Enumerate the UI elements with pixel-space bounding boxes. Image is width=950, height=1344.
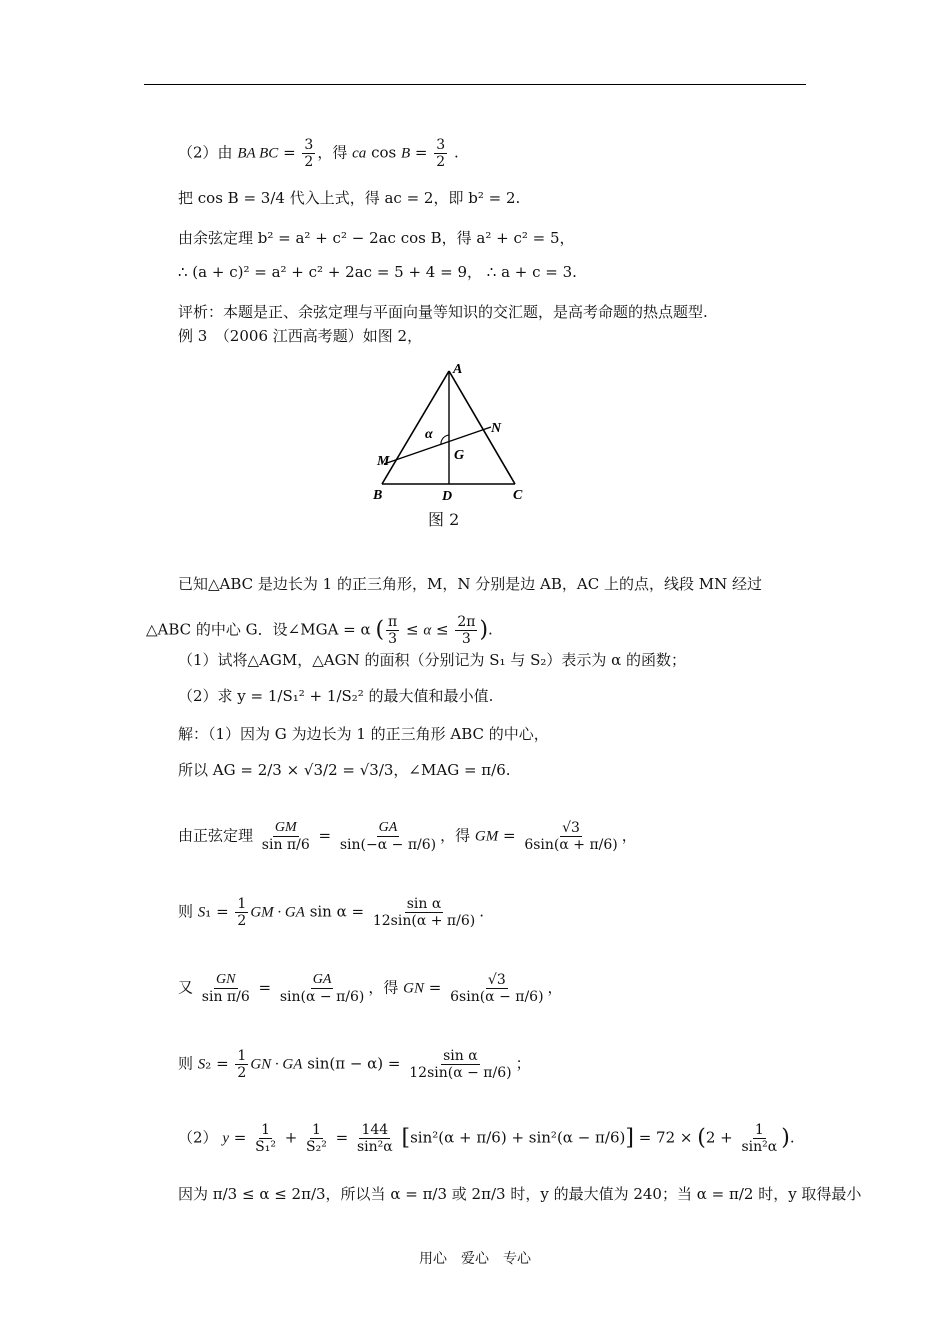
- label-alpha: α: [425, 427, 433, 442]
- label-M: M: [377, 454, 390, 469]
- header-rule: [144, 84, 806, 85]
- sine-law-label: 由正弦定理: [178, 826, 254, 845]
- example3-title: 例 3 （2006 江西高考题）如图 2，: [178, 327, 423, 345]
- final-line: 因为 π/3 ≤ α ≤ 2π/3，所以当 α = π/3 或 2π/3 时，y 的最大值为 240；当 α = π/2 时，y 取得最小: [178, 1185, 862, 1203]
- question-2: （2）求 y = 1/S₁² + 1/S₂² 的最大值和最小值.: [178, 687, 494, 705]
- comment-line: 评析：本题是正、余弦定理与平面向量等知识的交汇题，是高考命题的热点题型.: [178, 303, 708, 321]
- part2-formula: （2） y = $\frac{1}{\text{S₁²}}$ + $\frac{1}{\text{S₂²}}$ = $\frac{144}{\text{sin²α}}$ [sin²(α + π/6) + sin²(α − π/6)] = 72 × (2 + $\frac{1}{\text{sin²α}}$ ).: [178, 1122, 795, 1155]
- s1-line: 则 S₁ = $\frac{1}{2}$ GM · GA sin α = $\frac{\text{sin α}}{12\sin(\alpha + \pi/6)}$ .: [178, 896, 484, 929]
- s1-label: 则: [178, 902, 194, 921]
- s2-line: 则 S₂ = $\frac{1}{2}$ GN · GA sin(π − α) = $\frac{\text{sin α}}{12\sin(\alpha - \pi/6)}$ ；: [178, 1048, 531, 1081]
- label-G: G: [454, 448, 465, 463]
- substitute-line: 把 cos B = 3/4 代入上式，得 ac = 2，即 b² = 2.: [178, 189, 521, 207]
- therefore-line: ∴ (a + c)² = a² + c² + 2ac = 5 + 4 = 9， ∴ a + c = 3.: [178, 263, 577, 281]
- known-line-1: 已知△ABC 是边长为 1 的正三角形，M，N 分别是边 AB，AC 上的点，线段 MN 经过: [178, 575, 762, 593]
- part2-line: （2）由 BA BC = $\frac{3}{2}$ ，得 ca cos B = $\frac{3}{2}$ .: [178, 137, 459, 170]
- page-footer: 用心 爱心 专心: [419, 1251, 531, 1267]
- known-line-2: △ABC 的中心 G．设∠MGA = α ( $\frac{\pi}{3}$ ≤ α ≤ $\frac{2\pi}{3}$ ).: [146, 614, 493, 647]
- figure-caption: 图 2: [428, 510, 460, 529]
- known-text: △ABC 的中心 G．设∠MGA = α: [146, 620, 371, 639]
- s2-label: 则: [178, 1054, 194, 1073]
- question-1: （1）试将△AGM，△AGN 的面积（分别记为 S₁ 与 S₂）表示为 α 的函数；: [178, 651, 687, 669]
- sine-law-line: 由正弦定理 $\frac{GM}{\text{sin π/6}}$ = $\frac{GA}{\sin(-\alpha - \pi/6)}$ ，得 GM = $\frac{√3}{6\sin(\alpha + \pi/6)}$ ，: [178, 820, 637, 853]
- cosine-law-line: 由余弦定理 b² = a² + c² − 2ac cos B，得 a² + c² = 5，: [178, 229, 575, 247]
- label-D: D: [442, 489, 453, 504]
- part2-label: （2）由: [178, 143, 233, 162]
- gn-line: 又 $\frac{GN}{\text{sin π/6}}$ = $\frac{GA}{\sin(\alpha - \pi/6)}$ ，得 GN = $\frac{√3}{6\sin(\alpha - \pi/6)}$ ，: [178, 972, 563, 1005]
- label-A: A: [453, 362, 463, 377]
- ag-line: 所以 AG = 2/3 × √3/2 = √3/3，∠MAG = π/6.: [178, 761, 511, 779]
- also-label: 又: [178, 978, 194, 997]
- part2-mid: ，得: [317, 143, 348, 162]
- label-B: B: [373, 488, 383, 503]
- solution-1: 解：（1）因为 G 为边长为 1 的正三角形 ABC 的中心，: [178, 725, 549, 743]
- part2b-label: （2）: [178, 1128, 218, 1147]
- label-N: N: [491, 421, 502, 436]
- label-C: C: [513, 488, 523, 503]
- triangle-figure: [360, 355, 540, 535]
